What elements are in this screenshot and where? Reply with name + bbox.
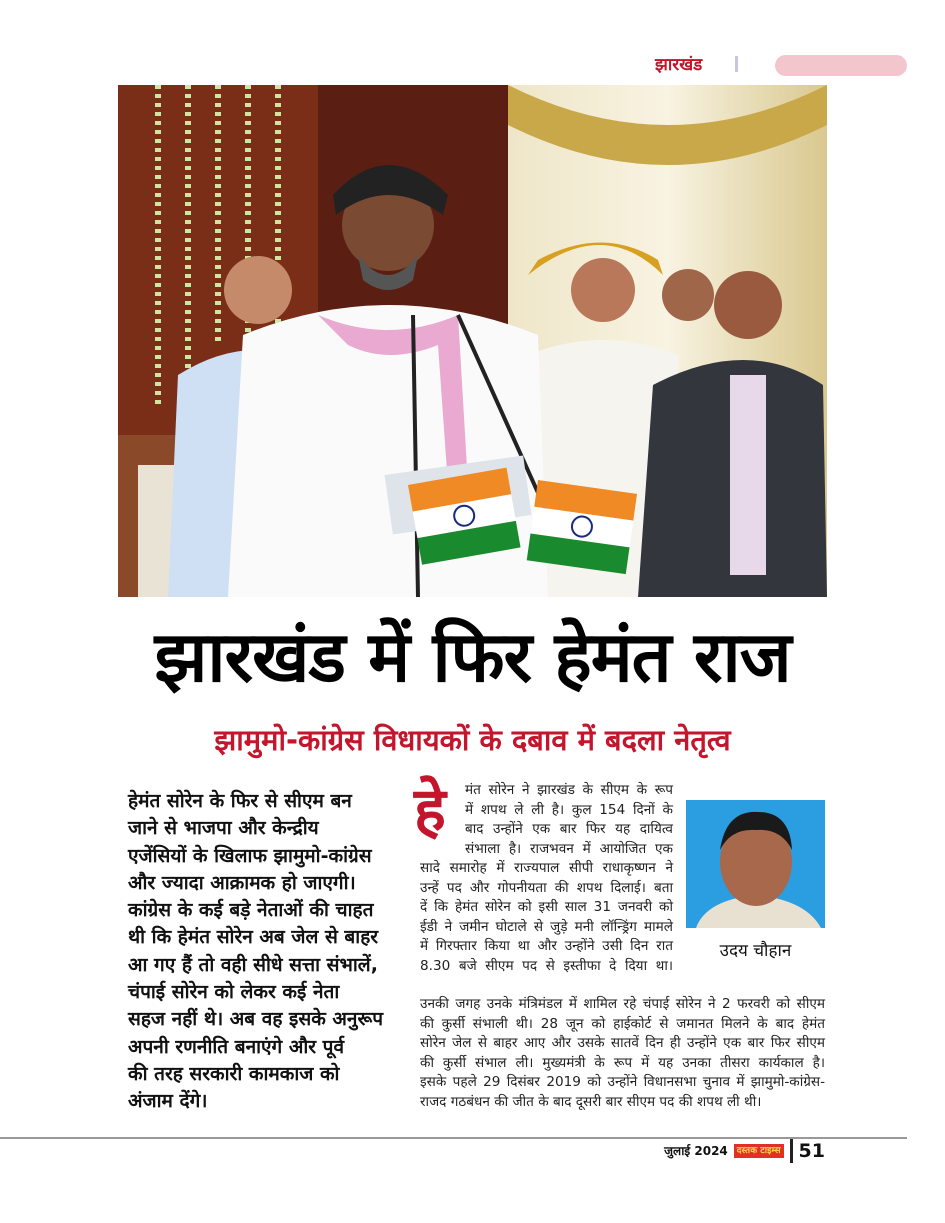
drop-cap: हे bbox=[414, 775, 446, 845]
body-line: उन्हें पद और गोपनीयता की शपथ दिलाई। बता bbox=[420, 879, 673, 896]
pull-quote-line: थी कि हेमंत सोरेन अब जेल से बाहर bbox=[128, 926, 379, 949]
body-line: की कुर्सी संभाली थी। 28 जून को हाईकोर्ट से जमानत मिलने के बाद हेमंत bbox=[420, 1015, 825, 1032]
body-paragraph-1 bbox=[420, 859, 673, 976]
issue-date: जुलाई 2024 bbox=[664, 1144, 728, 1158]
body-line: 8.30 बजे सीएम पद से इस्तीफा दे दिया था। bbox=[420, 957, 673, 974]
body-paragraph-1-top bbox=[465, 781, 673, 859]
pull-quote-line: की तरह सरकारी कामकाज को bbox=[128, 1062, 340, 1085]
section-label: झारखंड bbox=[655, 55, 703, 75]
body-line: बाद उन्होंने एक बार फिर यह दायित्व bbox=[465, 821, 673, 837]
pull-quote-line: आ गए हैं तो वही सीधे सत्ता संभालें, bbox=[128, 953, 378, 976]
pull-quote-line: और ज्यादा आक्रामक हो जाएगी। bbox=[128, 871, 356, 894]
body-line: ईडी ने जमीन घोटाले से जुड़े मनी लॉन्ड्रिंग मामले bbox=[420, 918, 673, 935]
body-line: राजद गठबंधन की जीत के बाद दूसरी बार सीएम पद की शपथ ली थी। bbox=[420, 1093, 762, 1110]
body-line: मंत सोरेन ने झारखंड के सीएम के रूप bbox=[465, 782, 673, 798]
body-line: उनकी जगह उनके मंत्रिमंडल में शामिल रहे चंपाई सोरेन ने 2 फरवरी को सीएम bbox=[420, 996, 825, 1012]
pull-quote-line: अपनी रणनीति बनाएंगे और पूर्व bbox=[128, 1035, 345, 1058]
pull-quote bbox=[128, 788, 403, 1116]
body-line: दें कि हेमंत सोरेन को इसी साल 31 जनवरी को bbox=[420, 899, 673, 915]
body-paragraph-2 bbox=[420, 995, 825, 1112]
body-line: संभाला है। राजभवन में आयोजित एक bbox=[465, 840, 673, 857]
author-photo bbox=[686, 800, 825, 928]
body-line: में गिरफ्तार किया था और उन्होंने उसी दिन रात bbox=[420, 938, 673, 954]
body-line: में शपथ ले ली है। कुल 154 दिनों के bbox=[465, 801, 673, 818]
body-line: इसके पहले 29 दिसंबर 2019 को उन्होंने विधानसभा चुनाव में झामुमो-कांग्रेस- bbox=[420, 1074, 825, 1090]
header-pill-decoration bbox=[775, 55, 907, 76]
pull-quote-line: एजेंसियों के खिलाफ झामुमो-कांग्रेस bbox=[128, 844, 372, 867]
body-line: सोरेन जेल से बाहर आए और उसके सातवें दिन ही उन्होंने एक बार फिर सीएम bbox=[420, 1035, 825, 1051]
header-divider bbox=[735, 56, 738, 72]
headline: झारखंड में फिर हेमंत राज bbox=[154, 616, 791, 698]
pull-quote-line: चंपाई सोरेन को लेकर कई नेता bbox=[128, 981, 340, 1004]
pull-quote-line: अंजाम देंगे। bbox=[128, 1090, 208, 1113]
footer-divider bbox=[790, 1139, 793, 1163]
author-name: उदय चौहान bbox=[719, 941, 792, 961]
magazine-logo: दस्तक टाइम्स bbox=[734, 1144, 784, 1158]
subheadline: झामुमो-कांग्रेस विधायकों के दबाव में बदला नेतृत्व bbox=[214, 723, 731, 757]
pull-quote-line: सहज नहीं थे। अब वह इसके अनुरूप bbox=[128, 1008, 384, 1031]
pull-quote-line: जाने से भाजपा और केन्द्रीय bbox=[128, 817, 319, 840]
body-line: सादे समारोह में राज्यपाल सीपी राधाकृष्णन ने bbox=[420, 860, 673, 876]
pull-quote-line: कांग्रेस के कई बड़े नेताओं की चाहत bbox=[128, 899, 374, 922]
page-footer bbox=[664, 1138, 825, 1164]
page-number: 51 bbox=[798, 1140, 825, 1162]
pull-quote-line: हेमंत सोरेन के फिर से सीएम बन bbox=[128, 790, 352, 812]
body-line: की कुर्सी संभाल ली। मुख्यमंत्री के रूप में यह उनका तीसरा कार्यकाल है। bbox=[420, 1054, 825, 1071]
oath-ceremony-photo bbox=[118, 85, 827, 597]
